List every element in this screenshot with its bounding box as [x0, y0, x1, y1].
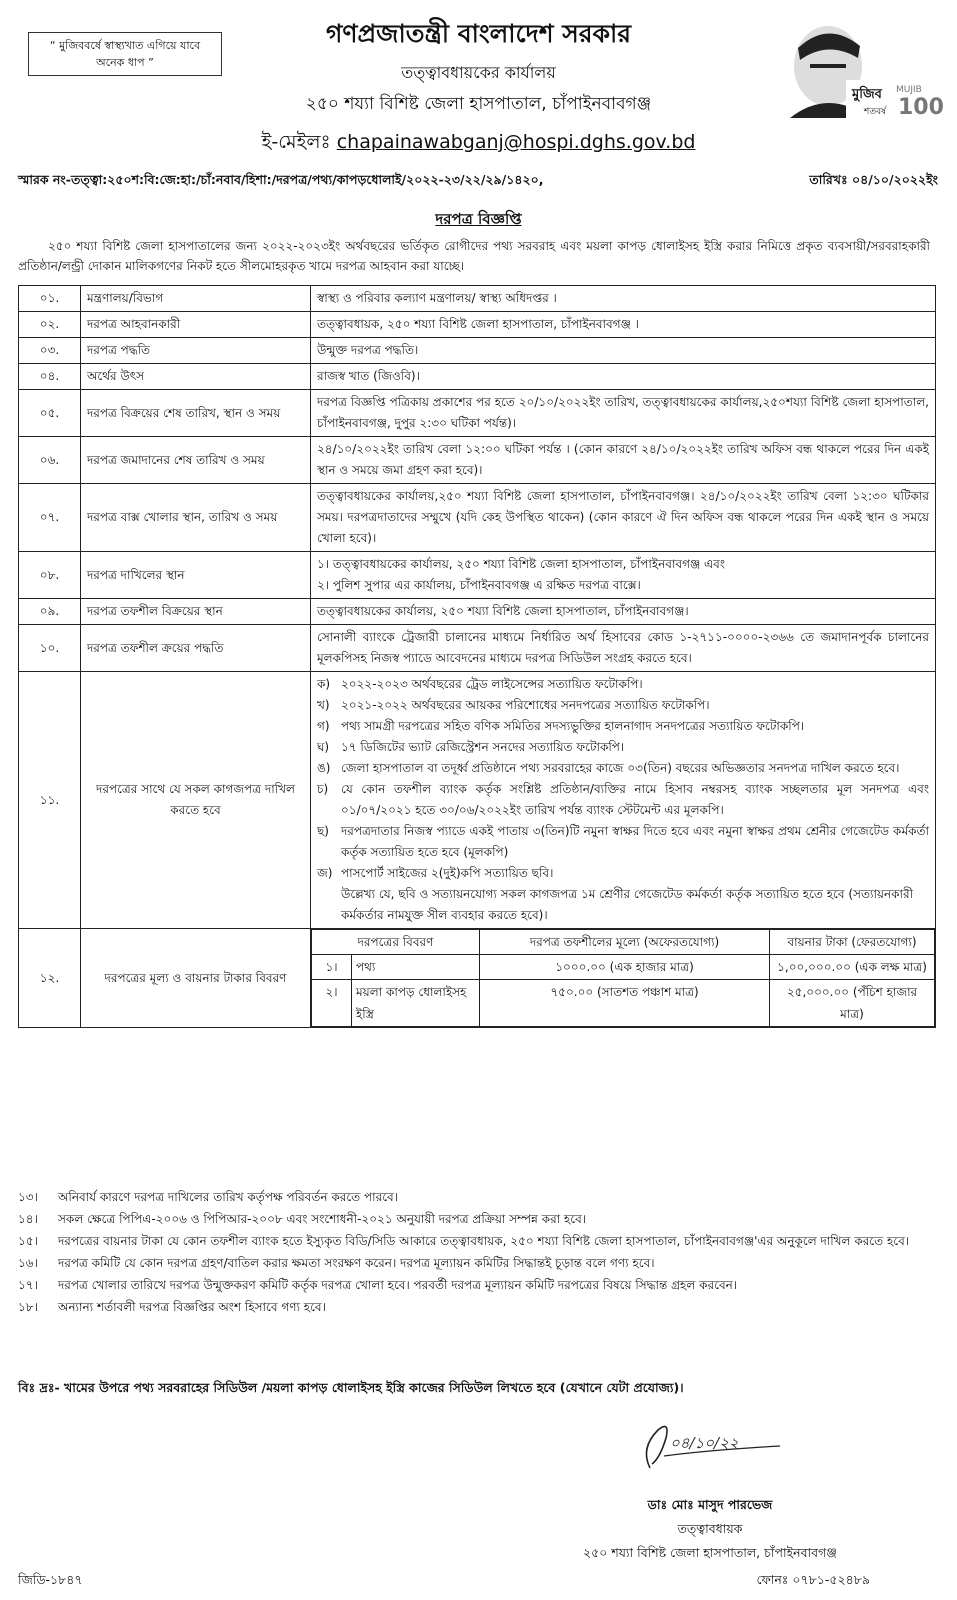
row-label: দরপত্র তফশীল বিক্রয়ের স্থান [81, 599, 311, 625]
portrait-glasses [810, 64, 846, 68]
documents-remark: উল্লেখ্য যে, ছবি ও সত্যায়নযোগ্য সকল কাগজপত্র ১ম শ্রেণীর গেজেটেড কর্মকর্তা কর্তৃক সত্যায়িত হতে হবে (সত্যায়নকারী কর্মকর্তার নামযুক্ত সীল ব্যবহার করতে হবে)। [341, 887, 914, 922]
term-text: দরপত্র কমিটি যে কোন দরপত্র গ্রহণ/বাতিল করার ক্ষমতা সংরক্ষণ করেন। দরপত্র মূল্যায়ন কমিটির সিদ্ধান্তই চূড়ান্ত বলে গণ্য হবে। [58, 1256, 655, 1270]
row-number: ১১. [19, 672, 81, 929]
item-text: ২০২২-২০২৩ অর্থবছরের ট্রেড লাইসেন্সের সত্যায়িত ফটোকপি। [341, 677, 643, 691]
gd-number: জিডি-১৮৪৭ [18, 1572, 83, 1587]
row-label: দরপত্র দাখিলের স্থান [81, 552, 311, 599]
terms-list [18, 1186, 936, 1318]
notice-intro: ২৫০ শয্যা বিশিষ্ট জেলা হাসপাতালের জন্য ২০২২-২০২৩ইং অর্থবছরের ভর্তিকৃত রোগীদের পথ্য সরবরাহ এবং ময়লা কাপড় ধোলাইসহ ইস্ত্রি করার নিমিত্তে প্রকৃত ব্যবসায়ী/সরবরাহকারী প্রতিষ্ঠান/লন্ড্রী দোকান মালিকগণের নিকট হতে সীলমোহরকৃত খামে দরপত্র আহবান করা যাচ্ছে। [18, 239, 930, 273]
term-item [18, 1296, 936, 1318]
table-row [19, 625, 936, 672]
row-label: দরপত্র বিক্রয়ের শেষ তারিখ, স্থান ও সময় [81, 390, 311, 437]
table-row-11 [19, 672, 936, 929]
row-label: অর্থের উৎস [81, 364, 311, 390]
row-number: ০৮. [19, 552, 81, 599]
row-number: ০৪. [19, 364, 81, 390]
document-item [317, 674, 929, 695]
row-value: স্বাস্থ্য ও পরিবার কল্যাণ মন্ত্রণালয়/ স্বাস্থ্য অধিদপ্তর । [311, 286, 936, 312]
row-label: দরপত্র পদ্ধতি [81, 338, 311, 364]
row-number: ০৬. [19, 437, 81, 484]
row-label: দরপত্র জমাদানের শেষ তারিখ ও সময় [81, 437, 311, 484]
term-item [18, 1186, 936, 1208]
tender-details-table [18, 285, 936, 1028]
document-item [317, 779, 929, 821]
row-label: দরপত্রের মূল্য ও বায়নার টাকার বিবরণ [81, 929, 311, 1028]
row-number: ০১. [19, 286, 81, 312]
table-row [19, 312, 936, 338]
fee-row [312, 955, 935, 980]
fee-value: ৭৫০.০০ (সাতশত পঞ্চাশ মাত্র) [480, 980, 770, 1027]
earnest-value: ২৫,০০০.০০ (পঁচিশ হাজার মাত্র) [770, 980, 935, 1027]
mujib-centenary-logo [780, 18, 944, 120]
email-link[interactable]: chapainawabganj@hospi.dghs.gov.bd [336, 131, 696, 153]
row-label: দরপত্র আহবানকারী [81, 312, 311, 338]
item-marker: চ) [317, 782, 329, 796]
row-value: সোনালী ব্যাংকে ট্রেজারী চালানের মাধ্যমে নির্ধারিত অর্থ হিসাবের কোড ১-২৭১১-০০০০-২৩৬৬ তে জমাদানপূর্বক চালানের মূলকপিসহ নিজস্ব প্যাডে আবেদনের মাধ্যমে দরপত্র সিডিউল সংগ্রহ করতে হবে। [311, 625, 936, 672]
row-number: ০৯. [19, 599, 81, 625]
row-number: ১২. [19, 929, 81, 1028]
row-value: তত্ত্বাবধায়কের কার্যালয়,২৫০ শয্যা বিশিষ্ট জেলা হাসপাতাল, চাঁপাইনবাবগঞ্জ। ২৪/১০/২০২২ইং তারিখ বেলা ১২:৩০ ঘটিকার সময়। দরপত্রদাতাদের সম্মুখে (যদি কেহ উপস্থিত থাকেন) (কোন কারণে ঐ দিন অফিস বন্ধ থাকলে পরের দিন একই স্থান ও সময়ে খোলা হবে)। [311, 484, 936, 552]
item-text: পাসপোর্ট সাইজের ২(দুই)কপি সত্যায়িত ছবি। [341, 866, 554, 880]
term-number: ১৪। [18, 1212, 38, 1226]
item-marker: ছ) [317, 824, 329, 838]
table-row [19, 552, 936, 599]
item-marker: খ) [317, 698, 330, 712]
signatory-designation: তত্ত্বাবধায়ক [677, 1521, 743, 1536]
row-label: মন্ত্রণালয়/বিভাগ [81, 286, 311, 312]
fee-header-row [312, 930, 935, 955]
row-number: ০২. [19, 312, 81, 338]
fee-row [312, 980, 935, 1027]
handwritten-signature [630, 1408, 790, 1478]
fee-header: দরপত্র তফশীলের মূল্যে (অফেরতযোগ্য) [480, 930, 770, 955]
item-marker: ঘ) [317, 740, 330, 754]
email-label: ই-মেইলঃ [261, 131, 331, 153]
term-item [18, 1208, 936, 1230]
row-label: দরপত্র বাক্স খোলার স্থান, তারিখ ও সময় [81, 484, 311, 552]
fee-item: ময়লা কাপড় ধোলাইসহ ইস্ত্রি [352, 980, 480, 1027]
row-value: তত্ত্বাবধায়ক, ২৫০ শয্যা বিশিষ্ট জেলা হাসপাতাল, চাঁপাইনবাবগঞ্জ । [311, 312, 936, 338]
item-marker: জ) [317, 866, 333, 880]
table-row-12 [19, 929, 936, 1028]
row-value: দরপত্র বিজ্ঞপ্তি পত্রিকায় প্রকাশের পর হতে ২০/১০/২০২২ইং তারিখ, তত্ত্বাবধায়কের কার্যালয়,২৫০শয্যা বিশিষ্ট জেলা হাসপাতাল, চাঁপাইনবাবগঞ্জ, দুপুর ২:৩০ ঘটিকা পর্যন্ত)। [311, 390, 936, 437]
item-text: পথ্য সামগ্রী দরপত্রের সহিত বণিক সমিতির সদস্যভুক্তির হালনাগাদ সনদপত্রের সত্যায়িত ফটোকপি। [341, 719, 805, 733]
earnest-value: ১,০০,০০০.০০ (এক লক্ষ মাত্র) [770, 955, 935, 980]
fee-header: দরপত্রের বিবরণ [312, 930, 480, 955]
row-value: তত্ত্বাবধায়কের কার্যালয়, ২৫০ শয্যা বিশিষ্ট জেলা হাসপাতাল, চাঁপাইনবাবগঞ্জ। [311, 599, 936, 625]
row-number: ০৭. [19, 484, 81, 552]
item-text: জেলা হাসপাতাল বা তদূর্ধ্ব প্রতিষ্ঠানে পথ্য সরবরাহের কাজে ০৩(তিন) বছরের অভিজ্ঞতার সনদপত্র দাখিল করতে হবে। [341, 761, 900, 775]
document-item [317, 758, 929, 779]
hospital-name: ২৫০ শয্যা বিশিষ্ট জেলা হাসপাতাল, চাঁপাইনবাবগঞ্জ [305, 94, 652, 114]
term-text: অনিবার্য কারণে দরপত্র দাখিলের তারিখ কর্তৃপক্ষ পরিবর্তন করতে পারবে। [58, 1190, 398, 1204]
row-number: ০৩. [19, 338, 81, 364]
row-value: উন্মুক্ত দরপত্র পদ্ধতি। [311, 338, 936, 364]
fee-table [311, 929, 935, 1027]
svg-text:শতবর্ষ: শতবর্ষ [864, 107, 887, 117]
row-number: ১০. [19, 625, 81, 672]
table-row [19, 286, 936, 312]
signatory-office: ২৫০ শয্যা বিশিষ্ট জেলা হাসপাতাল, চাঁপাইনবাবগঞ্জ [583, 1545, 837, 1560]
row-value: ১। তত্ত্বাবধায়কের কার্যালয়, ২৫০ শয্যা বিশিষ্ট জেলা হাসপাতাল, চাঁপাইনবাবগঞ্জ এবং ২। পুলিশ সুপার এর কার্যালয়, চাঁপাইনবাবগঞ্জ এ রক্ষিত দরপত্র বাক্সে। [311, 552, 936, 599]
tender-rows [19, 286, 936, 672]
term-number: ১৬। [18, 1256, 38, 1270]
item-marker: ক) [317, 677, 331, 691]
item-text: ১৭ ডিজিটের ভ্যাট রেজিস্ট্রেশন সনদের সত্যায়িত ফটোকপি। [341, 740, 625, 754]
row-label: দরপত্র তফশীল ক্রয়ের পদ্ধতি [81, 625, 311, 672]
term-number: ১৮। [18, 1300, 38, 1314]
fee-sl: ১। [312, 955, 352, 980]
document-item [317, 737, 929, 758]
fee-value: ১০০০.০০ (এক হাজার মাত্র) [480, 955, 770, 980]
term-number: ১৩। [18, 1190, 38, 1204]
fee-item: পথ্য [352, 955, 480, 980]
table-row [19, 338, 936, 364]
term-number: ১৭। [18, 1278, 38, 1292]
fee-sl: ২। [312, 980, 352, 1027]
slogan-box: “ মুজিববর্ষে স্বাস্থ্যখাত এগিয়ে যাবে অনেক ধাপ ” [28, 32, 222, 76]
document-item [317, 863, 929, 884]
signature-date: ০৪/১০/২২ [670, 1434, 739, 1452]
fee-cell [311, 929, 936, 1028]
memo-date: তারিখঃ ০৪/১০/২০২২ইং [809, 172, 938, 187]
term-item [18, 1274, 936, 1296]
term-item [18, 1252, 936, 1274]
table-row [19, 364, 936, 390]
term-item [18, 1230, 936, 1252]
item-text: যে কোন তফশীল ব্যাংক কর্তৃক সংশ্লিষ্ট প্রতিষ্ঠান/ব্যক্তির নামে হিসাব নম্বরসহ ব্যাংক সচ্ছলতার মূল সনদপত্র এবং ০১/০৭/২০২১ হতে ৩০/০৬/২০২২ইং তারিখ পর্যন্ত ব্যাংক স্টেটমেন্ট এর মূলকপি। [341, 782, 929, 817]
table-row [19, 437, 936, 484]
term-text: সকল ক্ষেত্রে পিপিএ-২০০৬ ও পিপিআর-২০০৮ এবং সংশোধনী-২০২১ অনুযায়ী দরপত্র প্রক্রিয়া সম্পন্ন করা হবে। [58, 1212, 587, 1226]
term-text: দরপত্রের বায়নার টাকা যে কোন তফশীল ব্যাংক হতে ইস্যুকৃত বিডি/সিডি আকারে তত্ত্বাবধায়ক, ২৫০ শয্যা বিশিষ্ট জেলা হাসপাতাল, চাঁপাইনবাবগঞ্জ'এর অনুকূলে দাখিল করতে হবে। [58, 1234, 910, 1248]
office-title: তত্ত্বাবধায়কের কার্যালয় [401, 63, 556, 82]
phone-number: ফোনঃ ০৭৮১-৫২৪৮৯ [756, 1572, 870, 1587]
term-text: অন্যান্য শর্তাবলী দরপত্র বিজ্ঞপ্তির অংশ হিসাবে গণ্য হবে। [58, 1300, 326, 1314]
row-number: ০৫. [19, 390, 81, 437]
email-line [0, 128, 957, 160]
table-row [19, 484, 936, 552]
term-text: দরপত্র খোলার তারিখে দরপত্র উন্মুক্তকরণ কমিটি কর্তৃক দরপত্র খোলা হবে। পরবর্তী দরপত্র মূল্যায়ন কমিটি দরপত্রের বিষয়ে সিদ্ধান্ত গ্রহল করবেন। [58, 1278, 738, 1292]
row-value: ২৪/১০/২০২২ইং তারিখ বেলা ১২:০০ ঘটিকা পর্যন্ত । (কোন কারণে ২৪/১০/২০২২ইং তারিখ অফিস বন্ধ থাকলে পরের দিন একই স্থান ও সময়ে জমা গ্রহণ করা হবে)। [311, 437, 936, 484]
svg-text:MUJIB: MUJIB [896, 85, 922, 95]
notice-title: দরপত্র বিজ্ঞপ্তি [435, 210, 522, 228]
svg-text:100: 100 [898, 95, 944, 120]
item-text: ২০২১-২০২২ অর্থবছরের আয়কর পরিশোধের সনদপত্রের সত্যায়িত ফটোকপি। [341, 698, 710, 712]
row-label: দরপত্রের সাথে যে সকল কাগজপত্র দাখিল করতে হবে [81, 672, 311, 929]
table-row [19, 599, 936, 625]
signatory-name: ডাঃ মোঃ মাসুদ পারভেজ [647, 1497, 773, 1512]
government-title: গণপ্রজাতন্ত্রী বাংলাদেশ সরকার [326, 19, 631, 48]
fee-header: বায়নার টাকা (ফেরতযোগ্য) [770, 930, 935, 955]
term-number: ১৫। [18, 1234, 38, 1248]
documents-list [311, 672, 936, 929]
svg-text:মুজিব: মুজিব [852, 87, 882, 102]
signature-block [540, 1493, 880, 1565]
row-value: রাজস্ব খাত (জিওবি)। [311, 364, 936, 390]
document-item [317, 716, 929, 737]
document-item [317, 821, 929, 863]
item-marker: গ) [317, 719, 330, 733]
document-item [317, 695, 929, 716]
table-row [19, 390, 936, 437]
memo-number: স্মারক নং-তত্ত্বা:২৫০শ:বি:জে:হা:/চাঁ:নবাব/হিশা:/দরপত্র/পথ্য/কাপড়ধোলাই/২০২২-২৩/২২/২৯/১৪২০, [18, 172, 544, 187]
postscript: বিঃ দ্রঃ- খামের উপরে পথ্য সরবরাহের সিডিউল /ময়লা কাপড় ধোলাইসহ ইস্ত্রি কাজের সিডিউল লিখতে হবে (যেখানে যেটা প্রযোজ্য)। [18, 1380, 684, 1395]
item-marker: ঙ) [317, 761, 331, 775]
item-text: দরপত্রদাতার নিজস্ব প্যাডে একই পাতায় ৩(তিন)টি নমুনা স্বাক্ষর দিতে হবে এবং নমুনা স্বাক্ষর প্রথম শ্রেনীর গেজেটেড কর্মকর্তা কর্তৃক সত্যায়িত হতে হবে (মূলকপি) [341, 824, 929, 859]
memo-line [18, 172, 938, 192]
